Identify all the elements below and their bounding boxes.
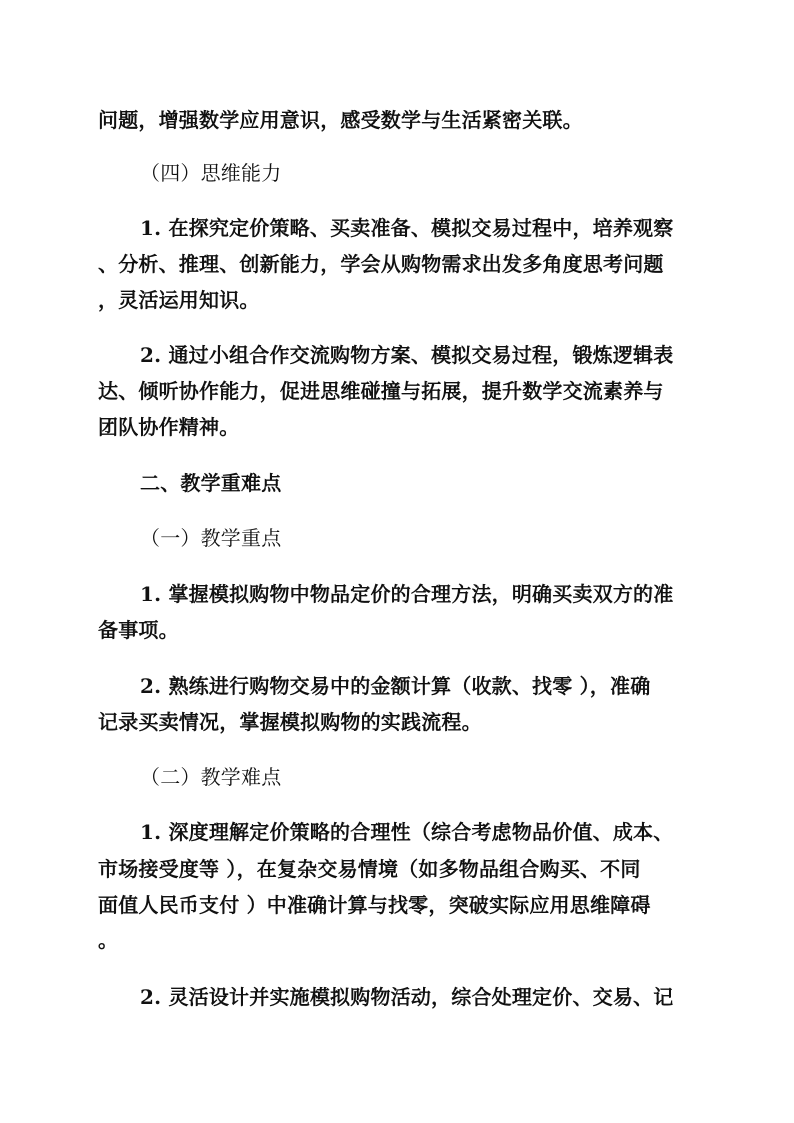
paragraph-line: 问题，增强数学应用意识，感受数学与生活紧密关联。	[98, 108, 583, 132]
paragraph-line: 面值人民币支付 ）中准确计算与找零，突破实际应用思维障碍	[98, 893, 651, 917]
paragraph-line: 备事项。	[98, 618, 179, 642]
paragraph-line: 1. 在探究定价策略、买卖准备、模拟交易过程中，培养观察	[140, 216, 674, 240]
paragraph-line: 市场接受度等 ），在复杂交易情境（如多物品组合购买、不同	[98, 857, 641, 881]
section-heading: 二、教学重难点	[140, 471, 282, 495]
subsection-heading: （一）教学重点	[140, 526, 282, 550]
paragraph-line: 达、倾听协作能力，促进思维碰撞与拓展，提升数学交流素养与	[98, 379, 664, 403]
subsection-heading: （四）思维能力	[140, 161, 282, 185]
subsection-heading: （二）教学难点	[140, 765, 282, 789]
paragraph-line: 1. 深度理解定价策略的合理性（综合考虑物品价值、成本、	[140, 820, 674, 844]
paragraph-line: 2. 灵活设计并实施模拟购物活动，综合处理定价、交易、记	[140, 985, 674, 1009]
paragraph-line: 记录买卖情况，掌握模拟购物的实践流程。	[98, 710, 482, 734]
paragraph-line: 、分析、推理、创新能力，学会从购物需求出发多角度思考问题	[98, 252, 664, 276]
paragraph-line: 团队协作精神。	[98, 415, 240, 439]
paragraph-line: 1. 掌握模拟购物中物品定价的合理方法，明确买卖双方的准	[140, 582, 674, 606]
paragraph-line: 2. 通过小组合作交流购物方案、模拟交易过程，锻炼逻辑表	[140, 343, 674, 367]
paragraph-line: ，灵活运用知识。	[98, 288, 260, 312]
paragraph-line: 2. 熟练进行购物交易中的金额计算（收款、找零 ），准确	[140, 674, 651, 698]
paragraph-line: 。	[98, 928, 119, 952]
